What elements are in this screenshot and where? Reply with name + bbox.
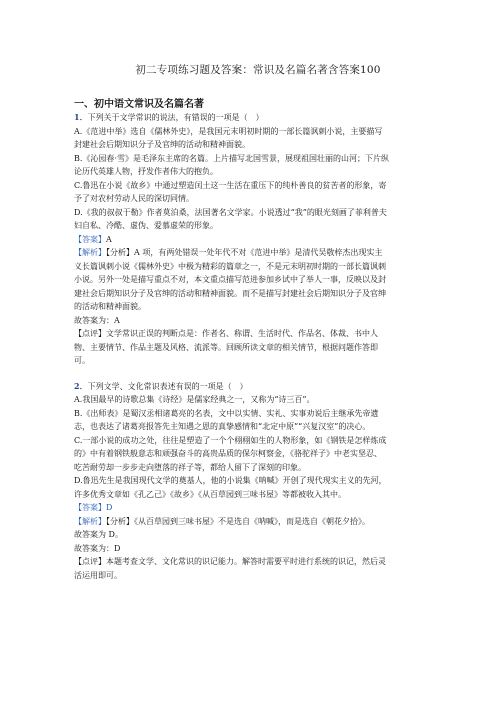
answer-tag: 【答案】 <box>74 503 106 512</box>
question-1-option-line: 妇自私、冷酷、虚伪、爱慕虚荣的形象。 <box>74 221 218 230</box>
question-2-option-line: 吃苦耐劳却一步步走向堕落的祥子等，都给人留下了深刻的印象。 <box>74 462 306 472</box>
question-1-option-line: 论历代英雄人物，抒发作者伟大的抱负。 <box>74 167 218 176</box>
question-2-option-line: C.一部小说的成功之处，往往是塑造了一个个栩栩如生的人物形象，如《钢铁是怎样炼成 <box>74 435 387 445</box>
question-2-stem: 2．下列文学、文化常识表述有误的一项是（ ） <box>74 380 248 391</box>
answer-tag: 【答案】 <box>74 234 106 244</box>
question-2-option-line: 的》中有着钢铁般意志和顽强奋斗的高贵品质的保尔柯察金，《骆驼祥子》中老实坚忍、 <box>74 449 382 458</box>
question-1-option-line: 予了对农村劳动人民的深切同情。 <box>74 194 194 203</box>
question-1-number: 1． <box>74 112 88 122</box>
question-2-comment: 【点评】本题考查文学、文化常识的识记能力。解答时需要平时进行系统的识记，然后灵 <box>74 557 386 566</box>
question-2-option-line: D.鲁迅先生是我国现代文学的奠基人，他的小说集《呐喊》开创了现代现实主义的先河， <box>74 476 387 485</box>
question-1-option-line: B.《沁园春·雪》是毛泽东主席的名篇。上片描写北国雪景，展现祖国壮丽的山河；下片纵 <box>74 153 389 163</box>
analysis-line: 建社会后期知识分子及官绅的活动和精神面貌。而不是描写封建社会后期知识分子及官绅 <box>74 288 386 298</box>
question-1-comment: 【点评】文学常识正误的判断点是：作者名、称谓、生活时代、作品名、体裁、书中人 <box>74 329 378 338</box>
question-2-option-line: A.我国最早的诗歌总集《诗经》是儒家经典之一，又称为“诗三百”。 <box>74 395 315 404</box>
comment-tag: 【点评】 <box>74 329 106 338</box>
question-1-analysis: 【解析】【分析】A 项，有两处错误一处年代不对《范进中举》是清代吴敬梓杰出现实主 <box>74 248 383 257</box>
spacer <box>74 368 442 380</box>
analysis-tag: 【解析】 <box>74 248 106 257</box>
question-1-option-line: 封建社会后期知识分子及官绅的活动和精神面貌。 <box>74 140 250 149</box>
document-title: 初二专项练习题及答案：常识及名篇名著含答案100 <box>135 64 381 76</box>
question-1-option-line: D.《我的叔叔于勒》作者莫泊桑，法国著名文学家。小说透过“我”的眼光刻画了菲利普夫 <box>74 207 387 217</box>
question-2-option-line: 志，也表达了诸葛亮报答先主知遇之恩的真挚感情和“北定中原”“兴复汉室”的决心。 <box>74 422 371 431</box>
question-1-option-line: C.鲁迅在小说《故乡》中通过塑造闰土这一生活在重压下的纯朴善良的贫苦者的形象，寄 <box>74 180 387 190</box>
analysis-line: 的活动和精神面貌。 <box>74 302 146 311</box>
answer-value: D <box>106 503 113 512</box>
question-2 <box>74 380 442 583</box>
comment-line: 物、主要情节、作品主题及风格、流派等。回顾所读文章的相关情节，根据问题作答即 <box>74 342 378 352</box>
analysis-tag: 【解析】 <box>74 516 106 526</box>
question-1-stem: 1．下列关于文学常识的说法，有错误的一项是（ ） <box>74 112 264 122</box>
analysis-line: 小说。另外一处是描写重点不对，本文重点描写范进参加乡试中了举人一事，反映以及封 <box>74 275 386 284</box>
comment-line: 活运用即可。 <box>74 570 122 580</box>
analysis-line: 义长篇讽刺小说《儒林外史》中极为精彩的篇章之一，不是元末明初时期的一部长篇讽刺 <box>74 261 386 271</box>
question-2-answer <box>74 501 442 515</box>
question-2-option-line: B.《出师表》是蜀汉丞相诸葛亮的名表，文中以实情、实礼、实事劝说后主继承先帝遗 <box>74 408 379 418</box>
question-2-number: 2． <box>74 380 88 391</box>
section-heading: 一、初中语文常识及名篇名著 <box>74 99 204 110</box>
question-1 <box>74 111 442 368</box>
final-answer: 故答案为：A <box>74 315 120 325</box>
question-1-answer <box>74 233 442 247</box>
question-2-option-line: 许多优秀文章如《孔乙己》《故乡》《从百草园到三味书屋》等都被收入其中。 <box>74 489 346 499</box>
comment-line: 可。 <box>74 356 90 365</box>
comment-tag: 【点评】 <box>74 557 106 566</box>
answer-value: A <box>106 234 112 244</box>
final-answer: 故答案为：D <box>74 543 121 553</box>
question-1-option-line: A.《范进中举》选自《儒林外史》，是我国元末明初时期的一部长篇讽刺小说，主要描写 <box>74 126 383 136</box>
question-2-analysis: 【解析】【分析】《从百草园到三味书屋》不是选自《呐喊》，而是选自《朝花夕拾》。 <box>74 516 370 526</box>
analysis-line: 故答案为 D。 <box>74 530 123 539</box>
